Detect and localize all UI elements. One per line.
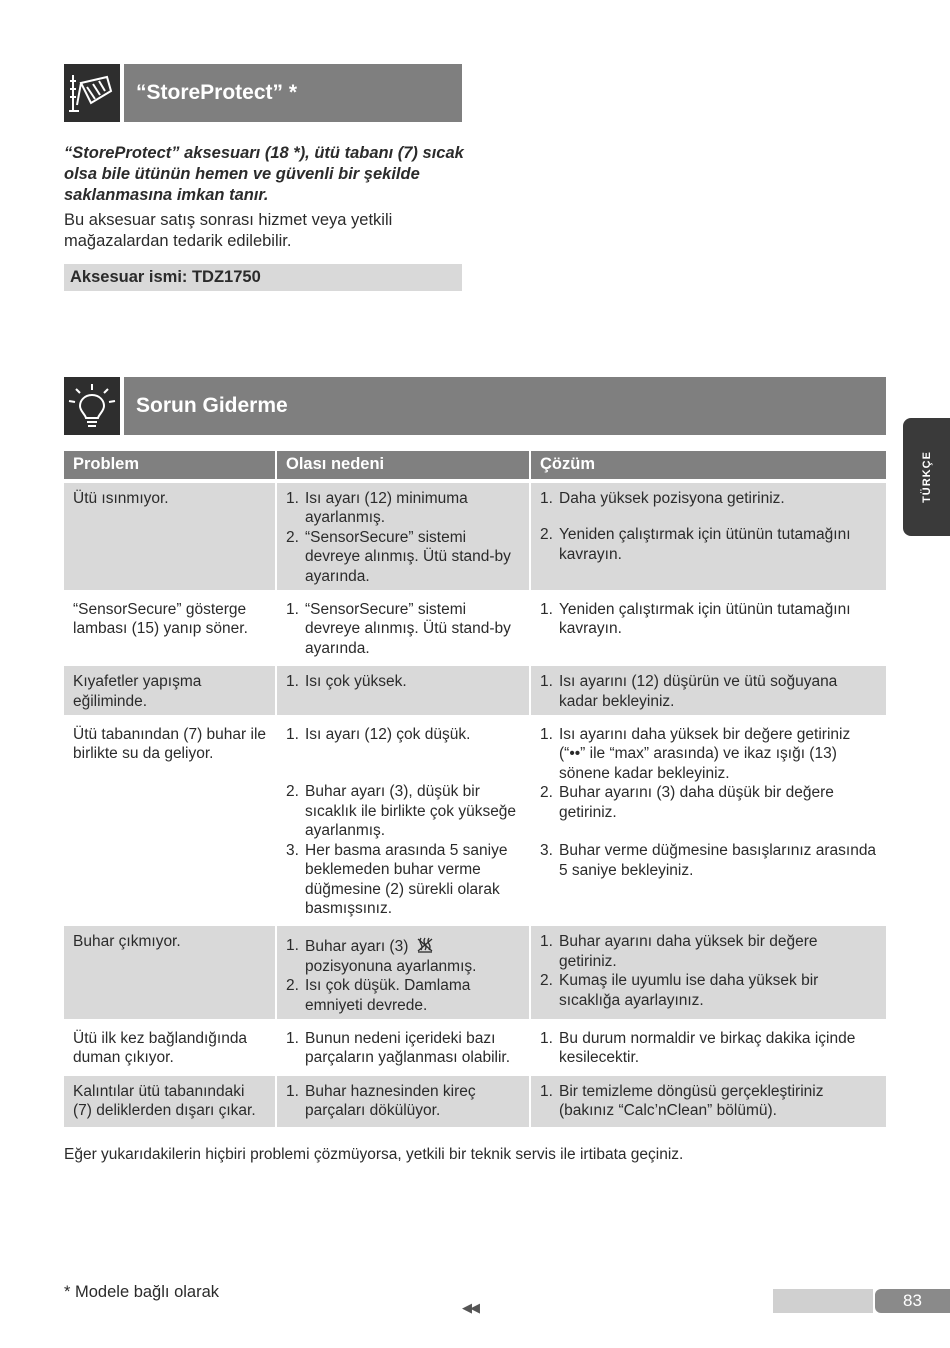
problem-cell: Ütü tabanından (7) buhar ile birlikte su da geliyor. [64,717,276,924]
table-row [64,1021,886,1074]
list-item: 3. Her basma arasında 5 saniye beklemeden buhar verme düğmesine (2) sürekli olarak basmışsınız. [286,841,508,917]
list-item: 1. Buhar haznesinden kireç parçaları dökülüyor. [286,1082,476,1120]
cause-cell [276,1021,530,1074]
column-header-problem: Problem [64,451,276,481]
solution-cell [530,924,886,1021]
list-item: 1. “SensorSecure” sistemi devreye alınmış. Ütü stand-by ayarında. [286,601,511,657]
list-item: 2. Buhar ayarı (3), düşük bir sıcaklık ile birlikte çok yükseğe ayarlanmış. [286,783,517,840]
cause-cell [276,717,530,924]
table-row [64,592,886,664]
table-row [64,664,886,717]
list-item: 1. Buhar ayarını daha yüksek bir değere getiriniz. [540,933,818,970]
troubleshooting-table [64,451,886,1127]
page-footer-bar [773,1289,873,1313]
lightbulb-icon [67,381,117,431]
language-label: TÜRKÇE [920,451,933,503]
solution-cell [530,1074,886,1127]
list-item: 1. Isı çok yüksek. [286,673,407,691]
column-header-solution: Çözüm [530,451,886,481]
problem-cell: Kalıntılar ütü tabanındaki (7) deliklerden dışarı çıkar. [64,1074,276,1127]
table-row [64,481,886,592]
table-row [64,1074,886,1127]
list-item: 1. Bunun nedeni içerideki bazı parçaların yağlanması olabilir. [286,1029,511,1067]
solution-cell [530,664,886,717]
list-item: 2. “SensorSecure” sistemi devreye alınmış. Ütü stand-by ayarında. [286,528,511,585]
list-item: 2. Isı çok düşük. Damlama emniyeti devrede. [286,977,471,1014]
cause-cell [276,592,530,664]
solution-cell [530,592,886,664]
column-header-cause: Olası nedeni [276,451,530,481]
list-item: 2. Kumaş ile uyumlu ise daha yüksek bir sıcaklığa ayarlayınız. [540,972,819,1009]
page-number: 83 [875,1289,950,1313]
troubleshooting-footer-text: Eğer yukarıdakilerin hiçbiri problemi çözmüyorsa, yetkili bir teknik servis ile irtibata geçiniz. [64,1146,684,1163]
problem-cell: Ütü ısınmıyor. [64,481,276,592]
cause-cell [276,924,530,1021]
steam-off-icon [416,936,434,954]
solution-cell [530,481,886,592]
list-item: 1. Isı ayarı (12) çok düşük. [286,726,471,744]
list-item: 2. Buhar ayarını (3) daha düşük bir değere getiriniz. [540,784,834,821]
list-item: 1. Buhar ayarı (3) pozisyonuna ayarlanmış. [286,937,477,975]
list-item: 1. Isı ayarını (12) düşürün ve ütü soğuyana kadar bekleyiniz. [540,673,838,710]
troubleshooting-title: Sorun Giderme [124,377,886,435]
list-item: 2. Yeniden çalıştırmak için ütünün tutamağını kavrayın. [540,526,851,563]
iron-storage-icon [67,69,117,117]
table-row [64,717,886,924]
problem-cell: “SensorSecure” gösterge lambası (15) yanıp söner. [64,592,276,664]
cause-cell [276,481,530,592]
solution-cell [530,1021,886,1074]
cause-cell [276,1074,530,1127]
store-protect-intro-bold: “StoreProtect” aksesuarı (18 *), ütü tabanı (7) sıcak olsa bile ütünün hemen ve güvenli bir şekilde saklanmasına imkan tanır. [64,144,464,204]
list-item: 3. Buhar verme düğmesine basışlarınız arasında 5 saniye bekleyiniz. [540,842,877,879]
cause-cell [276,664,530,717]
store-protect-intro-text: Bu aksesuar satış sonrası hizmet veya yetkili mağazalardan tedarik edilebilir. [64,211,393,250]
list-item: 1. Bir temizleme döngüsü gerçekleştiriniz (bakınız “Calc’nClean” bölümü). [540,1082,824,1120]
list-item: 1. Isı ayarı (12) minimuma ayarlanmış. [286,490,468,527]
language-side-tab [903,418,950,536]
store-protect-icon-box [64,64,120,122]
list-item: 1. Daha yüksek pozisyona getiriniz. [540,490,785,507]
store-protect-title: “StoreProtect” * [124,64,462,122]
problem-cell: Kıyafetler yapışma eğiliminde. [64,664,276,717]
solution-cell [530,717,886,924]
accessory-name-bar: Aksesuar ismi: TDZ1750 [64,264,462,291]
troubleshooting-icon-box [64,377,120,435]
problem-cell: Buhar çıkmıyor. [64,924,276,1021]
table-header-row [64,451,886,481]
list-item: 1. Isı ayarını daha yüksek bir değere getiriniz (“••” ile “max” arasında) ve ikaz ışığı (13) sönene kadar bekleyiniz. [540,726,851,782]
problem-cell: Ütü ilk kez bağlandığında duman çıkıyor. [64,1021,276,1074]
list-item: 1. Bu durum normaldir ve birkaç dakika içinde kesilecektir. [540,1029,856,1067]
table-row [64,924,886,1021]
footnote: * Modele bağlı olarak [64,1283,220,1301]
nav-arrows-icon[interactable]: ◀◀ [462,1300,478,1315]
list-item: 1. Yeniden çalıştırmak için ütünün tutamağını kavrayın. [540,601,851,638]
